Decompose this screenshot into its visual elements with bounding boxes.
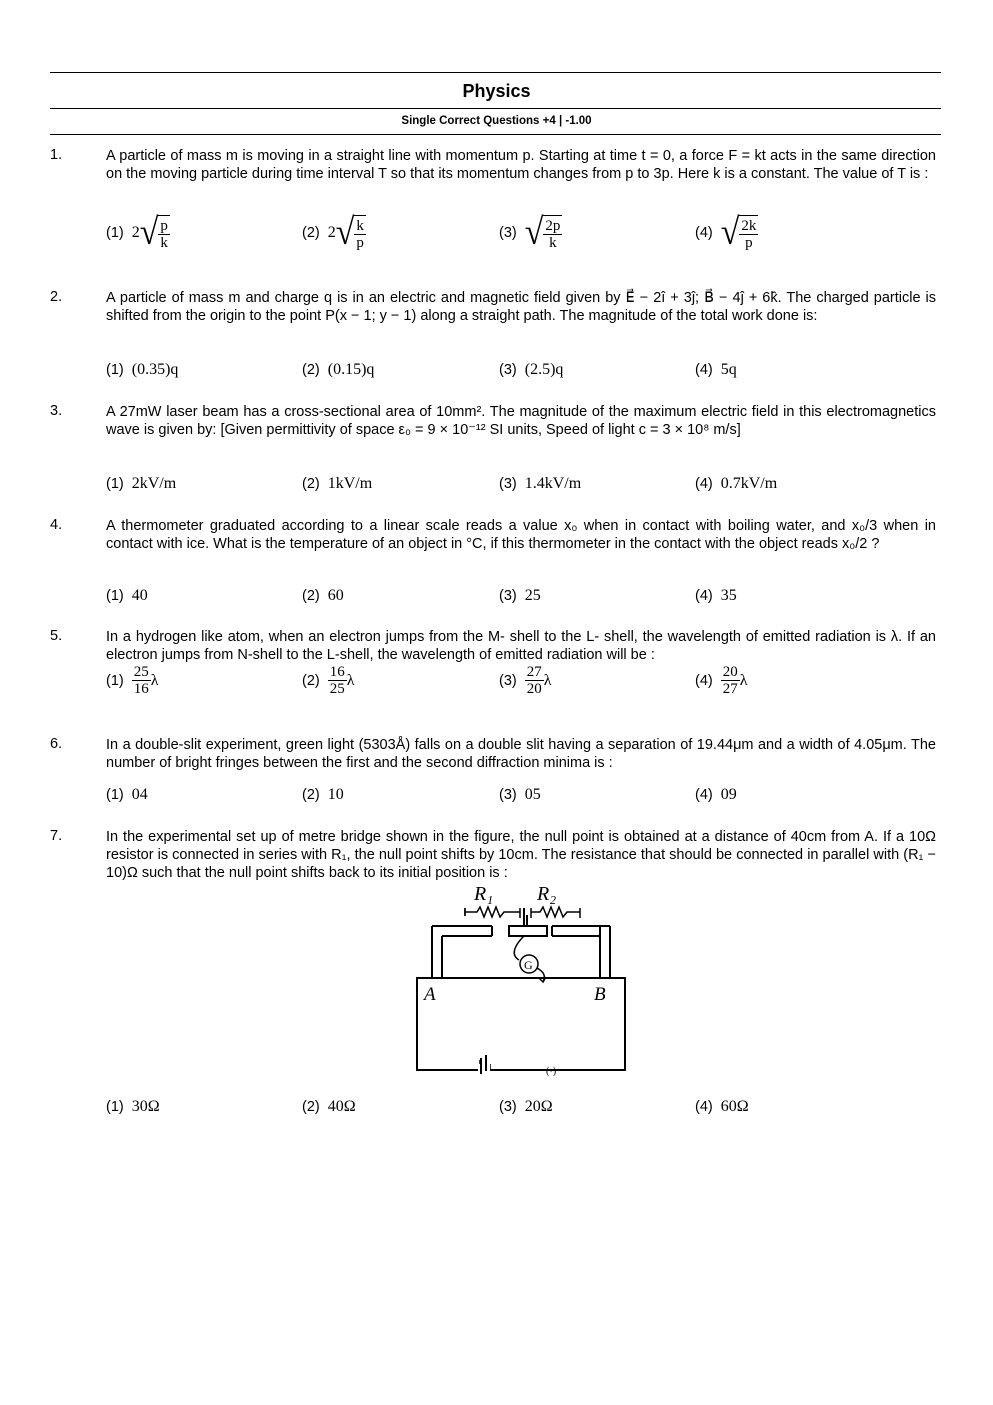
lambda-symbol: λ [543,671,552,689]
question-number: 2. [50,289,63,305]
option-label: (1) [106,1099,124,1115]
option-value: 05 [524,786,541,803]
option-4[interactable] [695,587,737,605]
option-value: 60 [327,587,344,604]
question-number: 1. [50,147,63,163]
question-text: In a hydrogen like atom, when an electron jumps from the M- shell to the L- shell, the wavelength of emitted radiation is λ. If an electron jumps from N-shell to the L-shell, the wavelength of emitted radiation will be : [106,629,936,663]
option-2[interactable] [302,587,344,605]
option-label: (1) [106,672,124,689]
option-value: 10 [327,786,344,803]
numerator: 20 [722,664,738,680]
option-label: (3) [499,787,517,803]
option-1[interactable] [106,1098,160,1116]
option-value: 1.4kV/m [524,475,582,492]
option-2[interactable] [302,1098,356,1116]
option-value: 0.7kV/m [720,475,778,492]
option-3[interactable] [499,587,541,605]
option-1[interactable] [106,786,148,804]
question-text: A 27mW laser beam has a cross-sectional area of 10mm². The magnitude of the maximum electric field in this electromagnetics wave is given by: [Given permittivity of space ε₀ = 9 × 10⁻¹² SI units, Speed of light c = 3 × 10⁸ m/s] [106,404,936,438]
square-root: √ $\frac{2p}{k}$ [524,212,561,253]
option-3[interactable] [499,1098,553,1116]
r2-label: R₂ [537,883,557,905]
question-text: A particle of mass m and charge q is in an electric and magnetic field given by E⃗ − 2î + 3ĵ; B⃗ − 4ĵ + 6k̂. The charged particle is shifted from the origin to the point P(x − 1; y − 1) along a straight path. The magnitude of the total work done is: [106,290,936,324]
denominator: k [549,235,557,251]
galvanometer-label: G [524,958,533,972]
option-label: (4) [695,476,713,492]
option-value: 40Ω [327,1098,356,1115]
option-2[interactable] [302,361,374,379]
option-4[interactable] [695,361,737,379]
option-value: 30Ω [131,1098,160,1115]
fraction [328,664,347,697]
option-label: (1) [106,362,124,378]
question-2 [50,289,936,378]
numerator: 25 [133,664,149,680]
denominator: k [160,235,168,251]
divider [50,108,941,109]
option-value: 5q [720,361,737,378]
question-number: 7. [50,828,63,844]
option-value: 2kV/m [131,475,177,492]
option-label: (4) [695,362,713,378]
point-a-label: A [424,984,436,1005]
option-1[interactable] [106,475,176,493]
denominator: 25 [329,681,345,697]
question-number: 6. [50,736,63,752]
option-label: (2) [302,787,320,803]
option-1[interactable] [106,587,148,605]
option-4[interactable] [695,786,737,804]
denominator: p [356,235,364,251]
option-value: 09 [720,786,737,803]
section-subtitle: Single Correct Questions +4 | -1.00 [401,115,592,127]
option-value: 40 [131,587,148,604]
point-b-label: B [594,984,606,1005]
question-number: 3. [50,403,63,419]
numerator: p [160,218,168,234]
question-5 [50,628,936,697]
square-root: √ $\frac{k}{p}$ [335,212,364,253]
numerator: 16 [329,664,345,680]
option-label: (3) [499,672,517,689]
option-label: (2) [302,672,320,689]
option-label: (1) [106,225,124,241]
option-1[interactable] [106,212,170,253]
numerator: 2k [741,218,757,234]
denominator: p [745,235,753,251]
option-value: (0.35)q [131,361,179,378]
lambda-symbol: λ [739,671,748,689]
coefficient: 2 [327,224,336,241]
option-label: (2) [302,588,320,604]
option-2[interactable] [302,786,344,804]
question-number: 4. [50,517,63,533]
option-label: (1) [106,476,124,492]
question-number: 5. [50,628,63,644]
option-value: 1kV/m [327,475,373,492]
option-label: (1) [106,588,124,604]
denominator: 16 [133,681,149,697]
square-root: √ $\frac{p}{k}$ [139,212,168,253]
divider [50,72,941,73]
question-3 [50,403,936,492]
denominator: 27 [722,681,738,697]
option-3[interactable] [499,212,562,253]
svg-text:(•): (•) [546,1066,557,1077]
option-label: (4) [695,672,713,689]
option-label: (2) [302,225,320,241]
option-label: (3) [499,476,517,492]
option-label: (4) [695,787,713,803]
divider [50,134,941,135]
option-value: 25 [524,587,541,604]
option-value: 04 [131,786,148,803]
fraction [525,664,544,697]
option-label: (3) [499,225,517,241]
option-label: (1) [106,787,124,803]
option-label: (4) [695,225,713,241]
option-value: 60Ω [720,1098,749,1115]
lambda-symbol: λ [346,671,355,689]
question-7 [50,828,936,1115]
section-title: Physics [462,81,531,101]
question-text: A thermometer graduated according to a linear scale reads a value x₀ when in contact with boiling water, and x₀/3 when in contact with ice. What is the temperature of an object in °C, if this thermometer in the contact with the object reads x₀/2 ? [106,518,936,552]
option-label: (2) [302,476,320,492]
question-6 [50,736,936,803]
denominator: 20 [526,681,542,697]
numerator: 27 [526,664,542,680]
question-text: In the experimental set up of metre bridge shown in the figure, the null point is obtained at a distance of 40cm from A. If a 10Ω resistor is connected in series with R₁, the null point shifts by 10cm. The resistance that should be connected in parallel with (R₁ − 10)Ω such that the null point shifts back to its initial position is : [106,829,936,881]
option-2[interactable] [302,664,355,697]
option-value: 20Ω [524,1098,553,1115]
numerator: 2p [545,218,561,234]
option-label: (2) [302,362,320,378]
option-label: (3) [499,588,517,604]
option-3[interactable] [499,786,541,804]
option-label: (3) [499,1099,517,1115]
question-1 [50,147,936,253]
option-4[interactable] [695,212,758,253]
metre-bridge-figure [412,878,632,1082]
option-3[interactable] [499,475,581,493]
question-4 [50,517,936,604]
option-label: (4) [695,1099,713,1115]
option-3[interactable] [499,664,552,697]
option-label: (3) [499,362,517,378]
option-4[interactable] [695,664,748,697]
question-text: In a double-slit experiment, green light (5303Å) falls on a double slit having a separation of 19.44μm and a width of 4.05μm. The number of bright fringes between the first and the second diffraction minima is : [106,737,936,771]
option-2[interactable] [302,475,372,493]
option-4[interactable] [695,475,777,493]
option-3[interactable] [499,361,563,379]
option-4[interactable] [695,1098,749,1116]
option-value: 35 [720,587,737,604]
option-label: (4) [695,588,713,604]
question-text: A particle of mass m is moving in a straight line with momentum p. Starting at time t = 0, a force F = kt acts in the same direction on the moving particle during time interval T so that its momentum changes from p to 3p. Here k is a constant. The value of T is : [106,148,936,182]
option-1[interactable] [106,361,178,379]
option-1[interactable] [106,664,159,697]
coefficient: 2 [131,224,140,241]
lambda-symbol: λ [150,671,159,689]
fraction [721,664,740,697]
square-root: √ $\frac{2k}{p}$ [720,212,757,253]
option-label: (2) [302,1099,320,1115]
r1-label: R₁ [474,883,494,905]
numerator: k [356,218,364,234]
fraction [132,664,151,697]
option-value: (2.5)q [524,361,564,378]
option-value: (0.15)q [327,361,375,378]
option-2[interactable] [302,212,366,253]
